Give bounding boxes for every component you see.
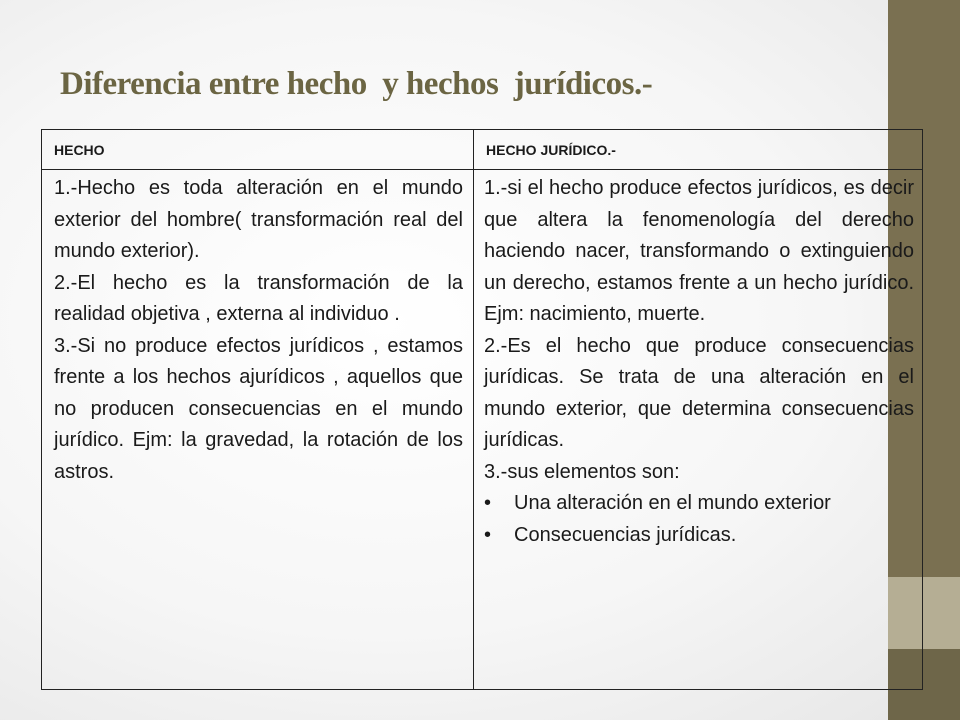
juridico-paragraph-3: 3.-sus elementos son: (484, 460, 680, 483)
list-item-label: Una alteración en el mundo exterior (514, 492, 831, 514)
hecho-paragraph-1: 1.-Hecho es toda alteración en el mundo exterior del hombre( transformación real del mundo exterior). (54, 177, 463, 262)
comparison-table (41, 129, 923, 690)
juridico-paragraph-2: 2.-Es el hecho que produce consecuencias jurídicas. Se trata de una alteración en el mundo exterior, que determina consecuencias jurídicas. (484, 334, 914, 451)
hecho-paragraph-3: 3.-Si no produce efectos jurídicos , estamos frente a los hechos ajurídicos , aquellos que no producen consecuencias en el mundo jurídico. Ejm: la gravedad, la rotación de los astros. (54, 334, 463, 483)
column-hecho (42, 170, 474, 689)
header-hecho-juridico: HECHO JURÍDICO.- (474, 130, 922, 170)
list-item (484, 488, 914, 520)
bullet-dot-icon: • (484, 492, 492, 514)
list-item (484, 520, 914, 552)
header-hecho: HECHO (42, 130, 474, 170)
slide-title: Diferencia entre hecho y hechos jurídicos.- (60, 66, 653, 102)
hecho-paragraph-2: 2.-El hecho es la transformación de la realidad objetiva , externa al individuo . (54, 271, 463, 325)
juridico-paragraph-1: 1.-si el hecho produce efectos jurídicos, es decir que altera la fenomenología del derecho haciendo nacer, transformando o extinguiendo un derecho, estamos frente a un hecho jurídico. Ejm: nacimiento, muerte. (484, 177, 914, 325)
elements-list (484, 488, 914, 551)
list-item-label: Consecuencias jurídicas. (514, 523, 737, 546)
bullet-dot-icon: • (484, 523, 492, 546)
column-hecho-juridico (474, 170, 922, 689)
